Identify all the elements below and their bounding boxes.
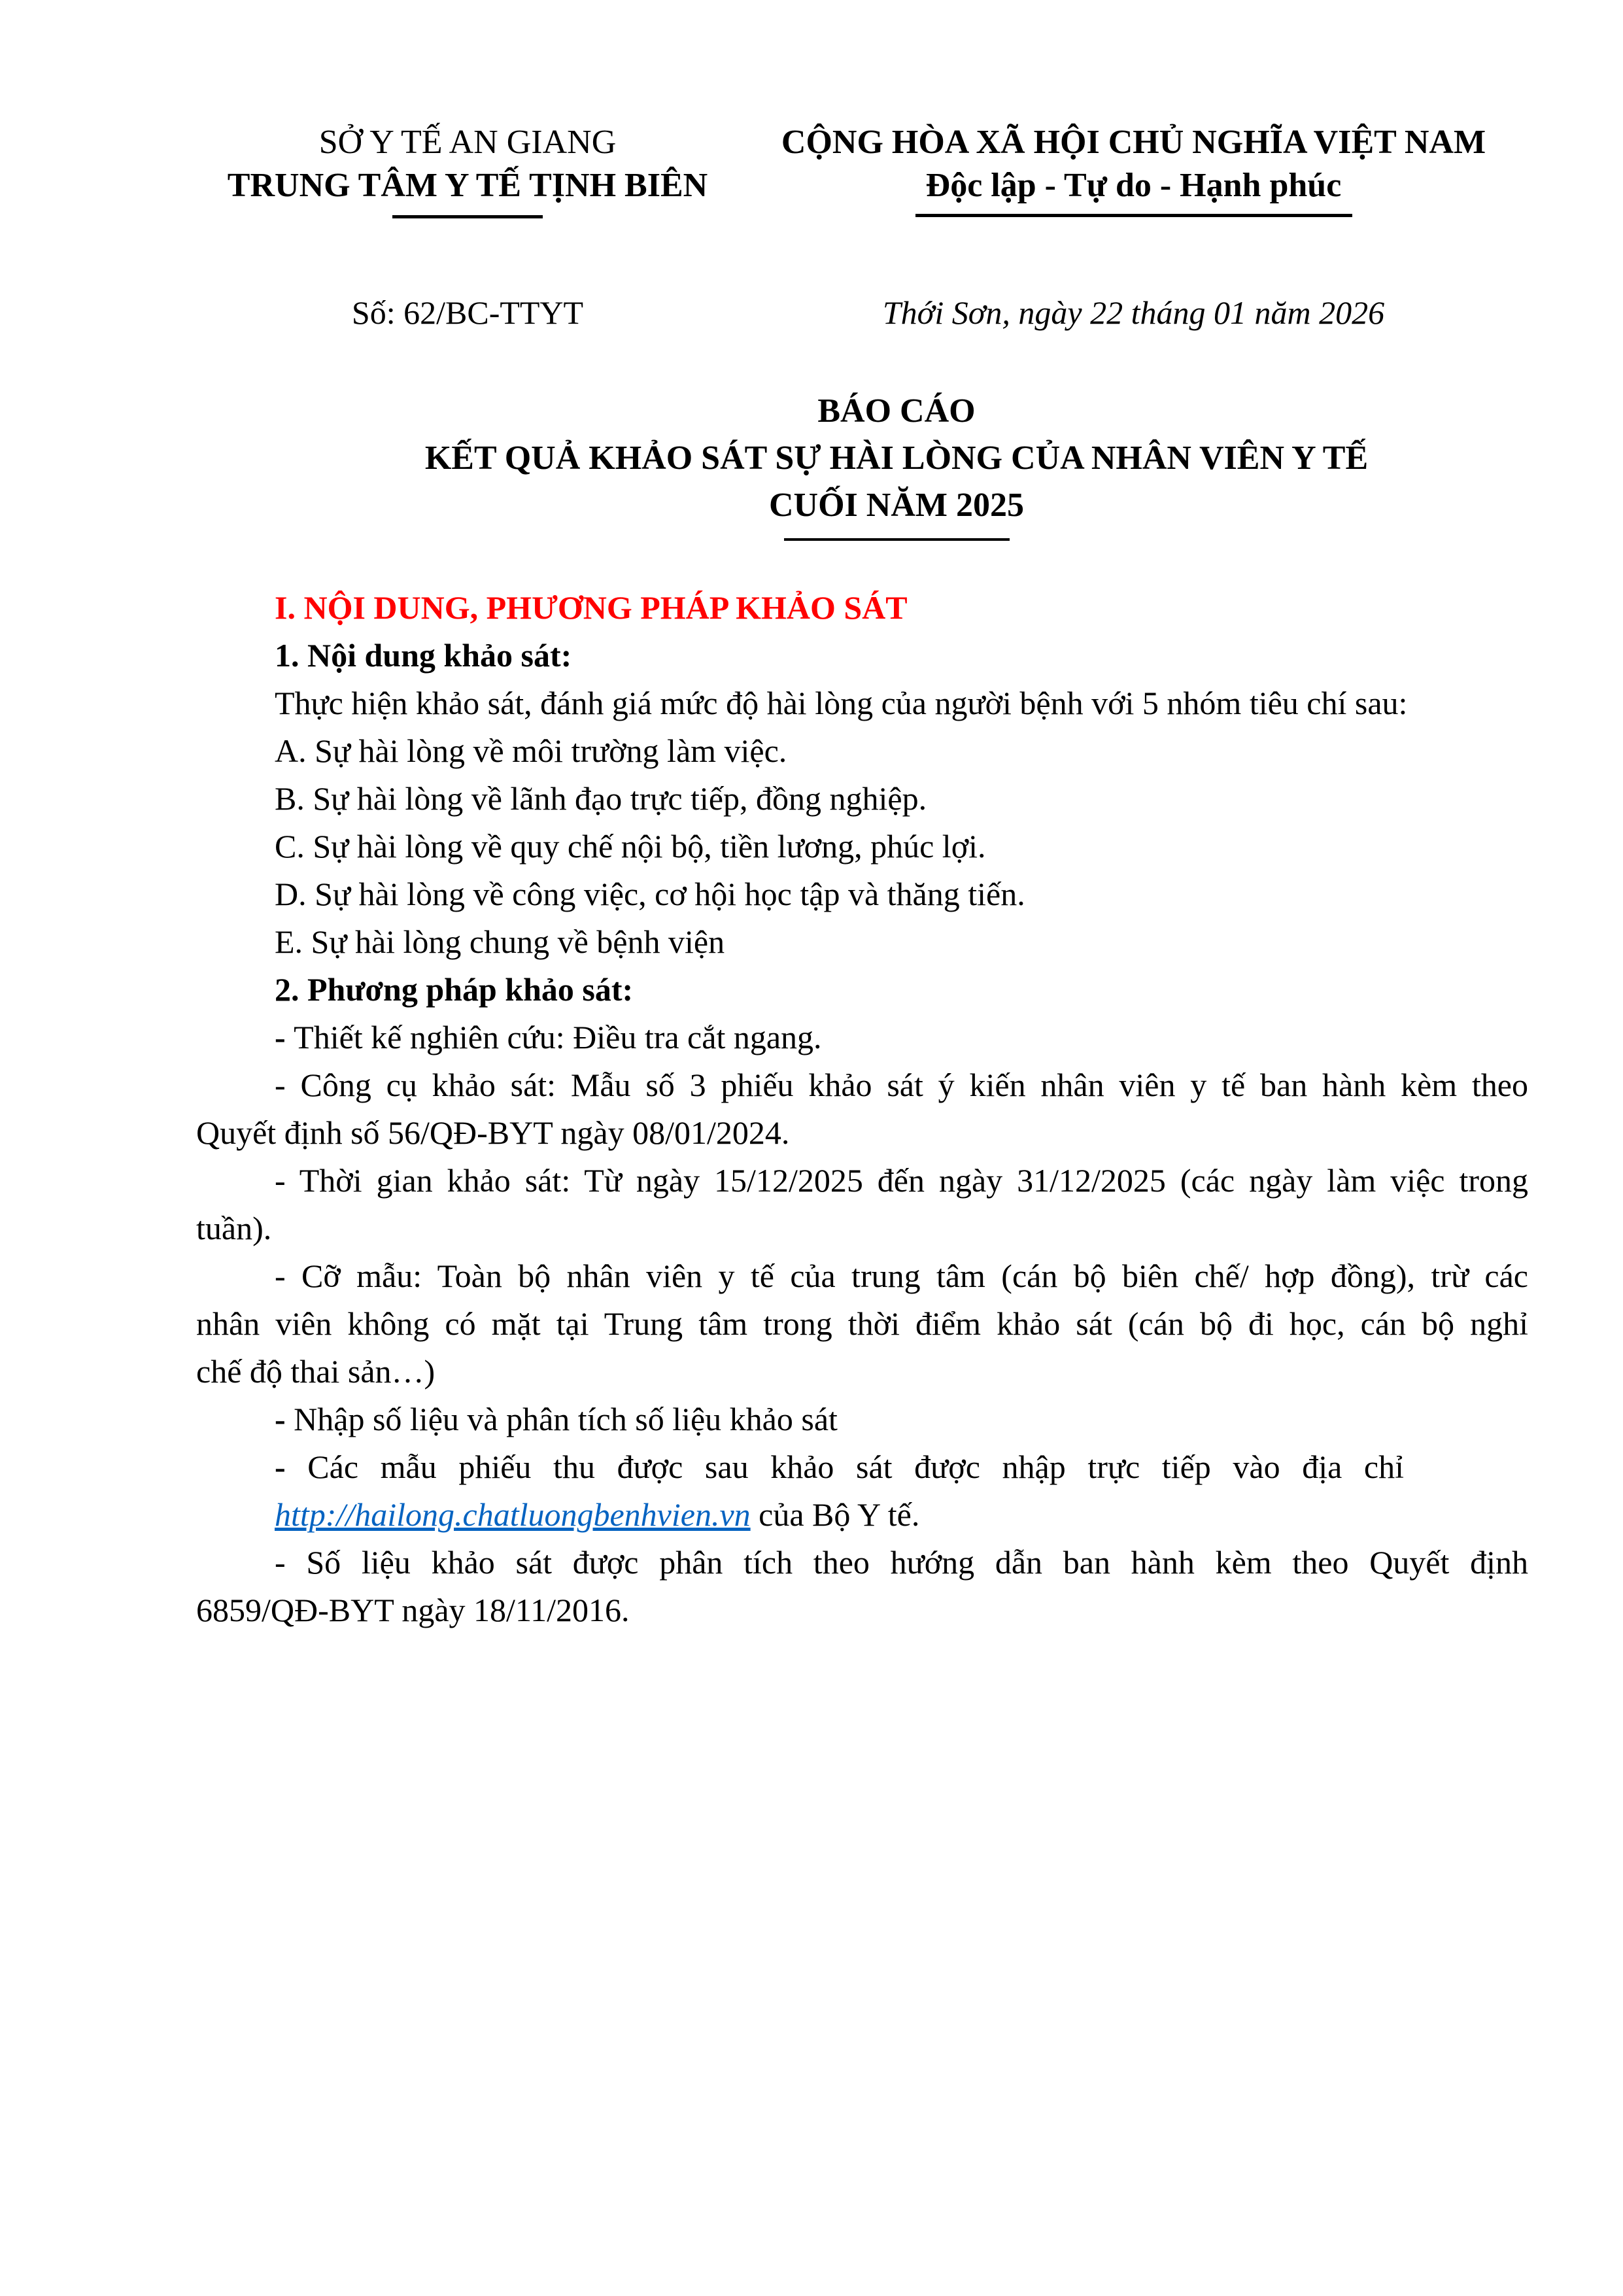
meta-row xyxy=(196,289,1528,337)
text-line xyxy=(196,1014,1528,1061)
method-item-tool xyxy=(196,1061,1528,1157)
report-title xyxy=(265,388,1528,541)
method-item-time xyxy=(196,1157,1528,1252)
national-title: CỘNG HÒA XÃ HỘI CHỦ NGHĨA VIỆT NAM xyxy=(781,124,1486,161)
text-line xyxy=(196,1539,1528,1586)
criteria-item-e xyxy=(196,918,1528,966)
text-line xyxy=(196,679,1528,727)
text-line xyxy=(196,1300,1528,1348)
text-segment: D. Sự hài lòng về công việc, cơ hội học tập và thăng tiến. xyxy=(275,876,1025,912)
text-segment: B. Sự hài lòng về lãnh đạo trực tiếp, đồng nghiệp. xyxy=(275,780,927,817)
national-motto: Độc lập - Tự do - Hạnh phúc xyxy=(925,167,1342,204)
text-line xyxy=(196,1252,1528,1300)
national-motto-block xyxy=(739,121,1528,218)
text-line xyxy=(196,1586,1528,1634)
text-line xyxy=(196,1205,1528,1252)
text-line xyxy=(196,1443,1528,1491)
title-underline xyxy=(784,538,1010,541)
text-line xyxy=(196,727,1528,775)
text-segment: - xyxy=(275,1019,294,1055)
report-body xyxy=(196,584,1528,1634)
subsection-heading-1 xyxy=(196,632,1528,679)
text-line xyxy=(196,775,1528,823)
method-item-design xyxy=(196,1014,1528,1061)
report-title-line1: BÁO CÁO xyxy=(817,392,976,430)
text-segment: - Cỡ mẫu: Toàn bộ nhân viên y tế của trung tâm (cán bộ biên chế/ hợp đồng), trừ các xyxy=(275,1258,1528,1294)
text-segment: - Số liệu khảo sát được phân tích theo hướng dẫn ban hành kèm theo Quyết định xyxy=(275,1544,1528,1581)
text-line xyxy=(196,1491,1528,1539)
text-line xyxy=(196,584,1528,632)
text-line xyxy=(196,1396,1528,1443)
document-header xyxy=(196,121,1528,218)
text-segment: E. Sự hài lòng chung về bệnh viện xyxy=(275,923,725,960)
text-segment: 1. Nội dung khảo sát: xyxy=(275,637,572,674)
text-line xyxy=(196,632,1528,679)
place-date: Thới Sơn, ngày 22 tháng 01 năm 2026 xyxy=(882,294,1385,331)
text-line xyxy=(196,870,1528,918)
text-segment: Các mẫu phiếu thu được sau khảo sát được nhập trực tiếp vào địa chỉ xyxy=(307,1448,1404,1485)
text-segment: Nhập số liệu và phân tích số liệu khảo sát xyxy=(294,1401,838,1437)
intro-paragraph xyxy=(196,679,1528,727)
text-segment: - xyxy=(275,1401,294,1437)
text-line xyxy=(196,1348,1528,1396)
text-line xyxy=(196,823,1528,870)
doc-number: Số: 62/BC-TTYT xyxy=(351,294,584,331)
report-title-line3: CUỐI NĂM 2025 xyxy=(769,487,1024,524)
text-segment: - Thời gian khảo sát: Từ ngày 15/12/2025 đến ngày 31/12/2025 (các ngày làm việc trong xyxy=(275,1162,1528,1199)
criteria-item-d xyxy=(196,870,1528,918)
criteria-item-a xyxy=(196,727,1528,775)
text-segment: nhân viên không có mặt tại Trung tâm trong thời điểm khảo sát (cán bộ đi học, cán bộ nghỉ xyxy=(196,1305,1528,1342)
method-item-sample xyxy=(196,1252,1528,1396)
text-segment: Thực hiện khảo sát, đánh giá mức độ hài lòng của người bệnh với 5 nhóm tiêu chí sau: xyxy=(275,685,1408,721)
issuing-org-name: TRUNG TÂM Y TẾ TỊNH BIÊN xyxy=(227,167,708,204)
section-heading-text: I. NỘI DUNG, PHƯƠNG PHÁP KHẢO SÁT xyxy=(275,589,908,626)
method-item-upload xyxy=(196,1443,1528,1539)
text-line xyxy=(196,918,1528,966)
text-segment: 2. Phương pháp khảo sát: xyxy=(275,971,634,1008)
text-segment: tuần). xyxy=(196,1210,272,1246)
criteria-item-b xyxy=(196,775,1528,823)
method-item-analysis xyxy=(196,1539,1528,1634)
text-line xyxy=(196,1109,1528,1157)
issuing-org-parent: SỞ Y TẾ AN GIANG xyxy=(318,124,617,161)
subsection-heading-2 xyxy=(196,966,1528,1014)
text-line xyxy=(196,1157,1528,1205)
text-segment: - Công cụ khảo sát: Mẫu số 3 phiếu khảo sát ý kiến nhân viên y tế ban hành kèm theo xyxy=(275,1067,1528,1103)
header-underline-left xyxy=(392,215,543,218)
hyperlink[interactable]: http://hailong.chatluongbenhvien.vn xyxy=(275,1496,751,1533)
criteria-item-c xyxy=(196,823,1528,870)
text-line xyxy=(196,966,1528,1014)
text-segment: Thiết kế nghiên cứu: Điều tra cắt ngang. xyxy=(294,1019,822,1055)
section-heading-1 xyxy=(196,584,1528,632)
text-segment: của Bộ Y tế. xyxy=(750,1496,920,1533)
method-item-entry xyxy=(196,1396,1528,1443)
text-segment: C. Sự hài lòng về quy chế nội bộ, tiền lương, phúc lợi. xyxy=(275,828,986,865)
issuing-org-block xyxy=(196,121,739,218)
report-title-line2: KẾT QUẢ KHẢO SÁT SỰ HÀI LÒNG CỦA NHÂN VIÊN Y TẾ xyxy=(424,439,1369,477)
text-segment: chế độ thai sản…) xyxy=(196,1353,436,1390)
text-segment: A. Sự hài lòng về môi trường làm việc. xyxy=(275,732,787,769)
text-segment: Quyết định số 56/QĐ-BYT ngày 08/01/2024. xyxy=(196,1114,790,1151)
header-underline-right xyxy=(915,214,1352,217)
text-line xyxy=(196,1061,1528,1109)
text-segment: - xyxy=(275,1448,308,1485)
text-segment: 6859/QĐ-BYT ngày 18/11/2016. xyxy=(196,1592,630,1628)
